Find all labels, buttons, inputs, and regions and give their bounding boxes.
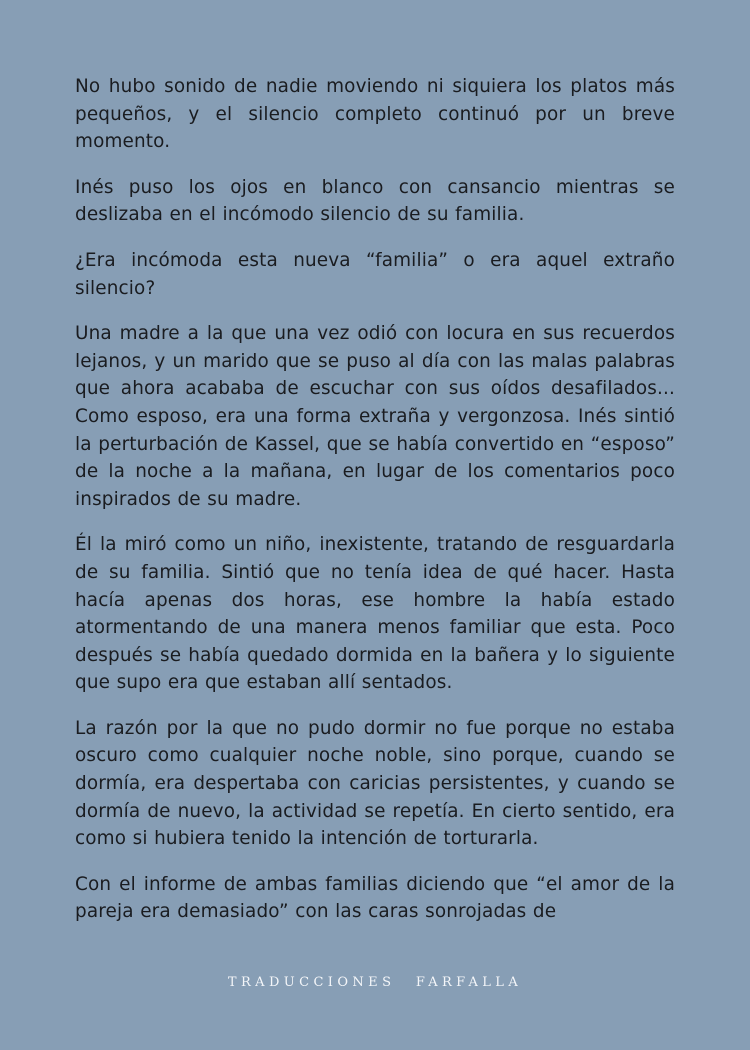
- paragraph-2: Inés puso los ojos en blanco con cansancio mientras se deslizaba en el incómodo silencio de su familia.: [75, 176, 675, 226]
- paragraph-5: Él la miró como un niño, inexistente, tratando de resguardarla de su familia. Sintió que no tenía idea de qué hacer. Hasta hacía apenas dos horas, ese hombre la había estado atormentando de una manera menos familiar que esta. Poco después se había quedado dormida en la bañera y lo siguiente que supo era que estaban allí sentados.: [75, 534, 675, 694]
- paragraph-7: Con el informe de ambas familias diciendo que “el amor de la pareja era demasiado” con las caras sonrojadas de: [75, 873, 675, 923]
- paragraph-6: La razón por la que no pudo dormir no fue porque no estaba oscuro como cualquier noche noble, sino porque, cuando se dormía, era despertaba con caricias persistentes, y cuando se dormía de nuevo, la actividad se repetía. En cierto sentido, era como si hubiera tenido la intención de torturarla.: [75, 717, 675, 850]
- paragraph-4: Una madre a la que una vez odió con locura en sus recuerdos lejanos, y un marido que se puso al día con las malas palabras que ahora acababa de escuchar con sus oídos desafilados... Como esposo, era una forma extraña y vergonzosa. Inés sintió la perturbación de Kassel, que se había convertido en “esposo” de la noche a la mañana, en lugar de los comentarios poco inspirados de su madre.: [75, 323, 675, 510]
- paragraph-1: No hubo sonido de nadie moviendo ni siquiera los platos más pequeños, y el silencio completo continuó por un breve momento.: [75, 76, 675, 153]
- paragraph-3: ¿Era incómoda esta nueva “familia” o era aquel extraño silencio?: [75, 249, 675, 299]
- footer-credit: TRADUCCIONES FARFALLA: [227, 975, 523, 990]
- body-text: [75, 73, 675, 926]
